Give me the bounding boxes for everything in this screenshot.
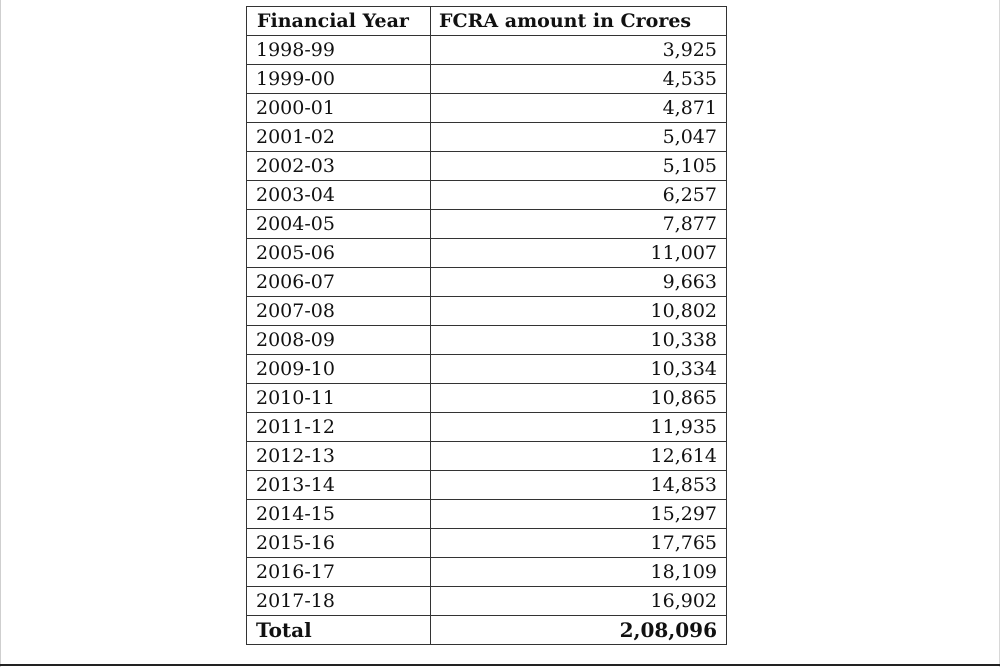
table-row (247, 326, 727, 355)
total-row (247, 616, 727, 645)
table-row (247, 500, 727, 529)
table-row (247, 181, 727, 210)
fcra-amount-cell: 11,935 (431, 413, 727, 442)
fcra-amount-cell: 3,925 (431, 36, 727, 65)
financial-year-cell: 2000-01 (247, 94, 431, 123)
fcra-table (246, 6, 727, 645)
table-body (247, 36, 727, 616)
page-left-border (0, 0, 1, 667)
financial-year-cell: 2004-05 (247, 210, 431, 239)
table-row (247, 65, 727, 94)
table-row (247, 36, 727, 65)
fcra-amount-cell: 16,902 (431, 587, 727, 616)
fcra-amount-cell: 11,007 (431, 239, 727, 268)
total-amount: 2,08,096 (431, 616, 727, 645)
fcra-amount-cell: 9,663 (431, 268, 727, 297)
fcra-amount-cell: 10,802 (431, 297, 727, 326)
table-row (247, 239, 727, 268)
table-row (247, 413, 727, 442)
fcra-amount-cell: 4,535 (431, 65, 727, 94)
table-row (247, 268, 727, 297)
table-row (247, 442, 727, 471)
fcra-amount-cell: 10,865 (431, 384, 727, 413)
fcra-amount-cell: 5,105 (431, 152, 727, 181)
table-row (247, 587, 727, 616)
financial-year-cell: 2015-16 (247, 529, 431, 558)
fcra-amount-cell: 4,871 (431, 94, 727, 123)
table-row (247, 384, 727, 413)
fcra-amount-cell: 18,109 (431, 558, 727, 587)
fcra-amount-cell: 17,765 (431, 529, 727, 558)
total-label: Total (247, 616, 431, 645)
table-row (247, 529, 727, 558)
fcra-amount-cell: 6,257 (431, 181, 727, 210)
fcra-amount-cell: 10,338 (431, 326, 727, 355)
financial-year-cell: 2013-14 (247, 471, 431, 500)
fcra-amount-cell: 14,853 (431, 471, 727, 500)
table-row (247, 297, 727, 326)
table-row (247, 558, 727, 587)
financial-year-cell: 1998-99 (247, 36, 431, 65)
financial-year-cell: 2009-10 (247, 355, 431, 384)
table-row (247, 94, 727, 123)
financial-year-cell: 2010-11 (247, 384, 431, 413)
financial-year-cell: 2005-06 (247, 239, 431, 268)
column-header-fcra-amount: FCRA amount in Crores (431, 7, 727, 36)
header-row (247, 7, 727, 36)
column-header-financial-year: Financial Year (247, 7, 431, 36)
table-row (247, 471, 727, 500)
fcra-amount-cell: 15,297 (431, 500, 727, 529)
fcra-amount-cell: 10,334 (431, 355, 727, 384)
fcra-amount-cell: 5,047 (431, 123, 727, 152)
financial-year-cell: 2001-02 (247, 123, 431, 152)
table-row (247, 123, 727, 152)
fcra-amount-cell: 7,877 (431, 210, 727, 239)
financial-year-cell: 1999-00 (247, 65, 431, 94)
financial-year-cell: 2002-03 (247, 152, 431, 181)
fcra-amount-cell: 12,614 (431, 442, 727, 471)
table-row (247, 355, 727, 384)
page-bottom-rule (0, 664, 1000, 666)
financial-year-cell: 2003-04 (247, 181, 431, 210)
financial-year-cell: 2014-15 (247, 500, 431, 529)
financial-year-cell: 2006-07 (247, 268, 431, 297)
financial-year-cell: 2011-12 (247, 413, 431, 442)
financial-year-cell: 2017-18 (247, 587, 431, 616)
table-row (247, 152, 727, 181)
table-row (247, 210, 727, 239)
financial-year-cell: 2007-08 (247, 297, 431, 326)
financial-year-cell: 2016-17 (247, 558, 431, 587)
financial-year-cell: 2008-09 (247, 326, 431, 355)
financial-year-cell: 2012-13 (247, 442, 431, 471)
